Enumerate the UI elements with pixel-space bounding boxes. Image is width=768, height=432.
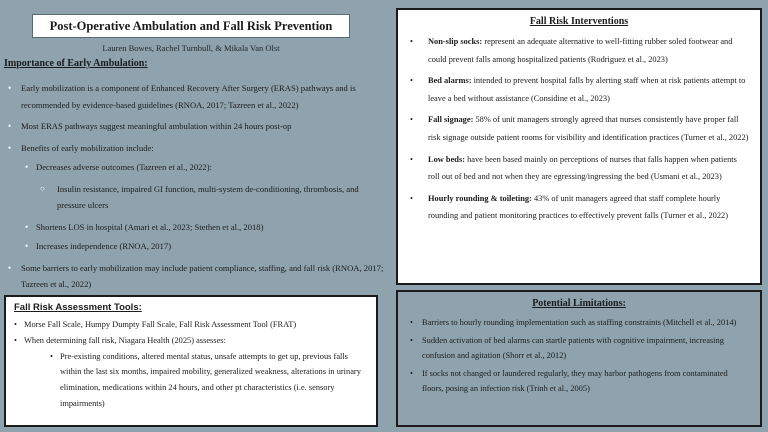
list-item <box>408 111 750 146</box>
list-item: • When determining fall risk, Niagara Health (2025) assesses: <box>14 333 368 349</box>
list-item: ○ Insulin resistance, impaired GI function, multi-system de-conditioning, thrombosis, and pressure ulcers <box>4 181 388 214</box>
list-item: • Shortens LOS in hospital (Amari et al., 2023; Stethen et al., 2018) <box>4 219 388 236</box>
list-item <box>408 190 750 225</box>
list-item <box>408 33 750 68</box>
importance-list <box>4 80 388 293</box>
list-item: • Barriers to hourly rounding implementation such as staffing constraints (Mitchell et al., 2014) <box>408 315 750 330</box>
list-item: • Most ERAS pathways suggest meaningful ambulation within 24 hours post-op <box>4 118 388 135</box>
list-item <box>408 72 750 107</box>
page-title: Post-Operative Ambulation and Fall Risk Prevention <box>32 14 350 38</box>
list-item: • Some barriers to early mobilization may include patient compliance, staffing, and fall risk (RNOA, 2017; Tazreen et al., 2022) <box>4 260 388 293</box>
list-item: • Morse Fall Scale, Humpy Dumpty Fall Scale, Fall Risk Assessment Tool (FRAT) <box>14 317 368 333</box>
intervention-term: Hourly rounding & toileting: <box>428 193 532 203</box>
limitations-list <box>408 315 750 396</box>
list-item: • Increases independence (RNOA, 2017) <box>4 238 388 255</box>
list-item: • Decreases adverse outcomes (Tazreen et al., 2022): <box>4 159 388 176</box>
assessment-panel <box>4 295 378 427</box>
intervention-term: Bed alarms: <box>428 76 472 86</box>
intervention-text: intended to prevent hospital falls by alerting staff when at risk patients attempt to leave a bed without assistance (Considine et al., 2023) <box>428 76 746 103</box>
list-item: • If socks not changed or laundered regularly, they may harbor pathogens from contaminated floors, posing an infection risk (Trinh et al., 2005) <box>408 366 750 396</box>
interventions-panel <box>396 8 762 285</box>
interventions-heading: Fall Risk Interventions <box>529 16 629 27</box>
list-item: • Pre-existing conditions, altered mental status, unsafe attempts to get up, previous falls within the last six months, impaired mobility, generalized weakness, alterations in urinary elimination, medications within 24 hours, and other pt characteristics (i.e. sensory impairments) <box>14 349 368 412</box>
list-item <box>408 151 750 186</box>
intervention-term: Non-slip socks: <box>428 37 483 46</box>
limitations-heading: Potential Limitations: <box>532 298 626 309</box>
interventions-list <box>408 33 750 225</box>
intervention-term: Fall signage: <box>428 115 474 125</box>
list-item: • Benefits of early mobilization include: <box>4 140 388 157</box>
intervention-term: Low beds: <box>428 154 465 164</box>
intervention-text: have been based mainly on perceptions of nurses that falls happen when patients roll out of bed and not when they are egressing/ingressing the bed (Usmani et al., 2023) <box>428 154 737 182</box>
importance-heading: Importance of Early Ambulation: <box>4 58 148 69</box>
intervention-text: represent an adequate alternative to well-fitting rubber soled footwear and could prevent falls among hospitalized patients (Rodriguez et al., 2023) <box>428 37 733 64</box>
intervention-text: 58% of unit managers strongly agreed that nurses consistently have proper fall risk signage outside patient rooms for visibility and identification practices (Turner et al., 2022) <box>428 115 749 142</box>
assessment-list <box>14 317 368 412</box>
limitations-panel <box>396 290 762 427</box>
intervention-text: 43% of unit managers agreed that staff complete hourly rounding and patient monitoring practices to effectively prevent falls (Turner et al., 2022) <box>428 193 729 221</box>
list-item: • Sudden activation of bed alarms can startle patients with cognitive impairment, increasing confusion and agitation (Shorr et al., 2012) <box>408 333 750 363</box>
assessment-heading: Fall Risk Assessment Tools: <box>14 302 142 313</box>
authors-line: Lauren Bowes, Rachel Turnbull, & Mikala Van Olst <box>102 43 280 53</box>
list-item: • Early mobilization is a component of Enhanced Recovery After Surgery (ERAS) pathways and is recommended by evidence-based guidelines (RNOA, 2017; Tazreen et al., 2022) <box>4 80 388 113</box>
